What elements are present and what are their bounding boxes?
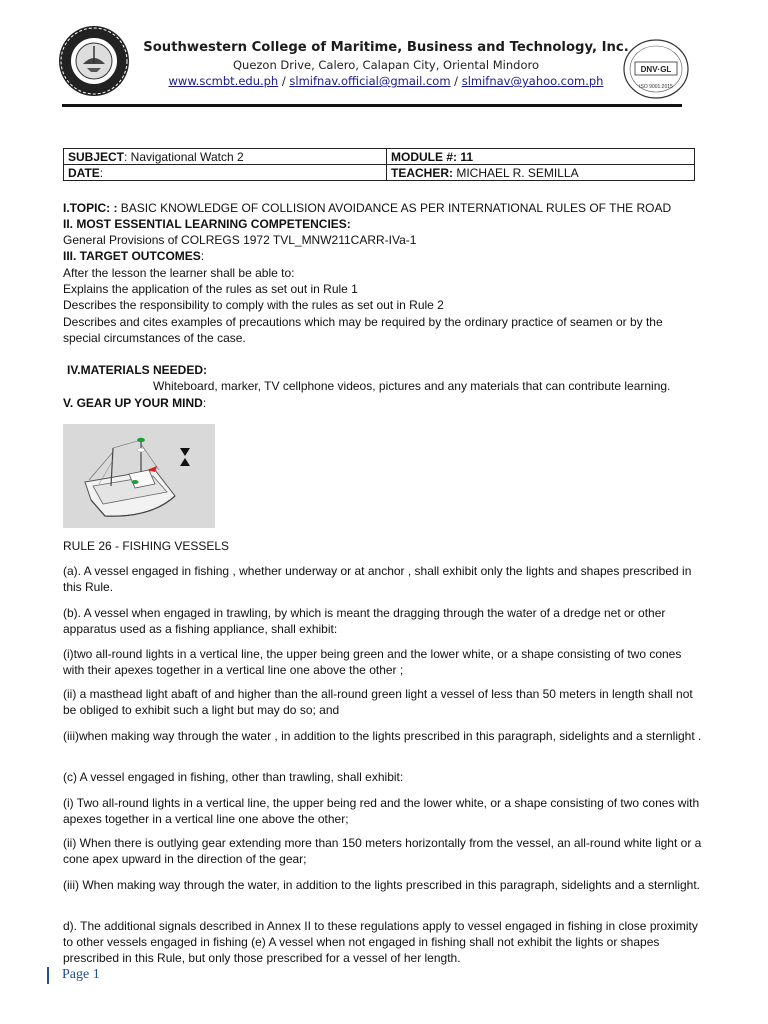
module-cell [387,149,695,165]
rule-paragraph: (iii)when making way through the water , in addition to the lights prescribed in this paragraph, sidelights and a sternlight . [63,729,702,743]
fishing-vessel-illustration [63,424,215,528]
materials-heading: IV.MATERIALS NEEDED: [67,363,208,377]
footer-accent-bar [47,967,49,984]
college-seal-logo [57,24,131,98]
page-number: Page 1 [62,967,100,982]
rule-paragraph: d). The additional signals described in Annex II to these regulations apply to vessel engaged in fishing in close proximity to other vessels engaged in fishing (e) A vessel when not engaged in fishing shall not exhibit the lights or shapes prescribed in this Rule, but only those prescribed for a vessel of her length. [63,919,698,965]
separator: / [450,74,462,88]
email-link-2[interactable]: slmifnav@yahoo.com.ph [461,74,604,88]
institution-name: Southwestern College of Maritime, Business and Technology, Inc. [143,40,629,55]
materials-value: Whiteboard, marker, TV cellphone videos, pictures and any materials that can contribute learning. [153,379,671,393]
outcomes-intro: After the lesson the learner shall be able to: [63,266,295,280]
outcome-item: Explains the application of the rules as set out in Rule 1 [63,282,358,296]
gearup-colon: : [202,396,207,410]
module-info-table [63,148,695,181]
outcome-item: Describes and cites examples of precautions which may be required by the ordinary practice of seamen or by the special circumstances of the case. [63,315,663,345]
website-link[interactable]: www.scmbt.edu.ph [168,74,279,88]
topic-label: I.TOPIC: : [63,201,118,215]
rule-paragraph: (iii) When making way through the water, in addition to the lights prescribed in this paragraph, sidelights and a sternlight. [63,878,701,892]
teacher-label: TEACHER: [391,165,453,180]
outcomes-heading: III. TARGET OUTCOMES [63,249,201,263]
rule-title: RULE 26 - FISHING VESSELS [63,539,230,553]
header-divider [62,104,682,107]
rule-paragraph: (ii) a masthead light abaft of and higher than the all-round green light a vessel of less than 50 meters in length shall not be obliged to exhibit such a light but may do so; and [63,687,693,717]
subject-value: : Navigational Watch 2 [124,149,244,164]
rule-paragraph: (i)two all-round lights in a vertical line, the upper being green and the lower white, or a shape consisting of two cones with their apexes together in a vertical line one above the other ; [63,647,682,677]
date-label: DATE [68,165,100,180]
date-value: : [99,165,104,180]
table-row [64,149,695,165]
topic-value: BASIC KNOWLEDGE OF COLLISION AVOIDANCE AS PER INTERNATIONAL RULES OF THE ROAD [117,201,672,215]
topic-line [63,200,703,216]
rule-paragraph: (c) A vessel engaged in fishing, other than trawling, shall exhibit: [63,770,404,784]
separator: / [278,74,290,88]
rule-paragraph: (i) Two all-round lights in a vertical line, the upper being red and the lower white, or a shape consisting of two cones with apexes together in a vertical line one above the other; [63,796,700,826]
rule-paragraph: (ii) When there is outlying gear extending more than 150 meters horizontally from the vessel, an all-round white light or a cone apex upward in the direction of the gear; [63,836,702,866]
cert-logo-text: DNV·GL [640,65,672,74]
outcome-item: Describes the responsibility to comply with the rules as set out in Rule 2 [63,298,444,312]
subject-cell [64,149,387,165]
institution-address: Quezon Drive, Calero, Calapan City, Oriental Mindoro [232,58,540,72]
module-value: 11 [457,149,474,164]
teacher-cell [387,165,695,181]
competencies-value: General Provisions of COLREGS 1972 TVL_MNW211CARR-IVa-1 [63,233,417,247]
date-cell [64,165,387,181]
table-row [64,165,695,181]
module-label: MODULE #: [391,149,457,164]
email-link-1[interactable]: slmifnav.official@gmail.com [289,74,451,88]
cert-standard-text: ISO 9001:2015 [639,84,673,90]
subject-label: SUBJECT [68,149,125,164]
teacher-value: MICHAEL R. SEMILLA [453,165,579,180]
gearup-heading: V. GEAR UP YOUR MIND [63,396,203,410]
contact-line [143,74,629,88]
certification-logo [622,38,690,100]
gearup-heading-line [63,395,703,411]
outcomes-heading-line [63,248,703,264]
competencies-heading: II. MOST ESSENTIAL LEARNING COMPETENCIES: [63,217,351,231]
rule-paragraph: (a). A vessel engaged in fishing , whether underway or at anchor , shall exhibit only the lights and shapes prescribed in this Rule. [63,564,692,594]
rule-paragraph: (b). A vessel when engaged in trawling, by which is meant the dragging through the water of a dredge net or other apparatus used as a fishing appliance, shall exhibit: [63,606,666,636]
outcomes-colon: : [200,249,205,263]
